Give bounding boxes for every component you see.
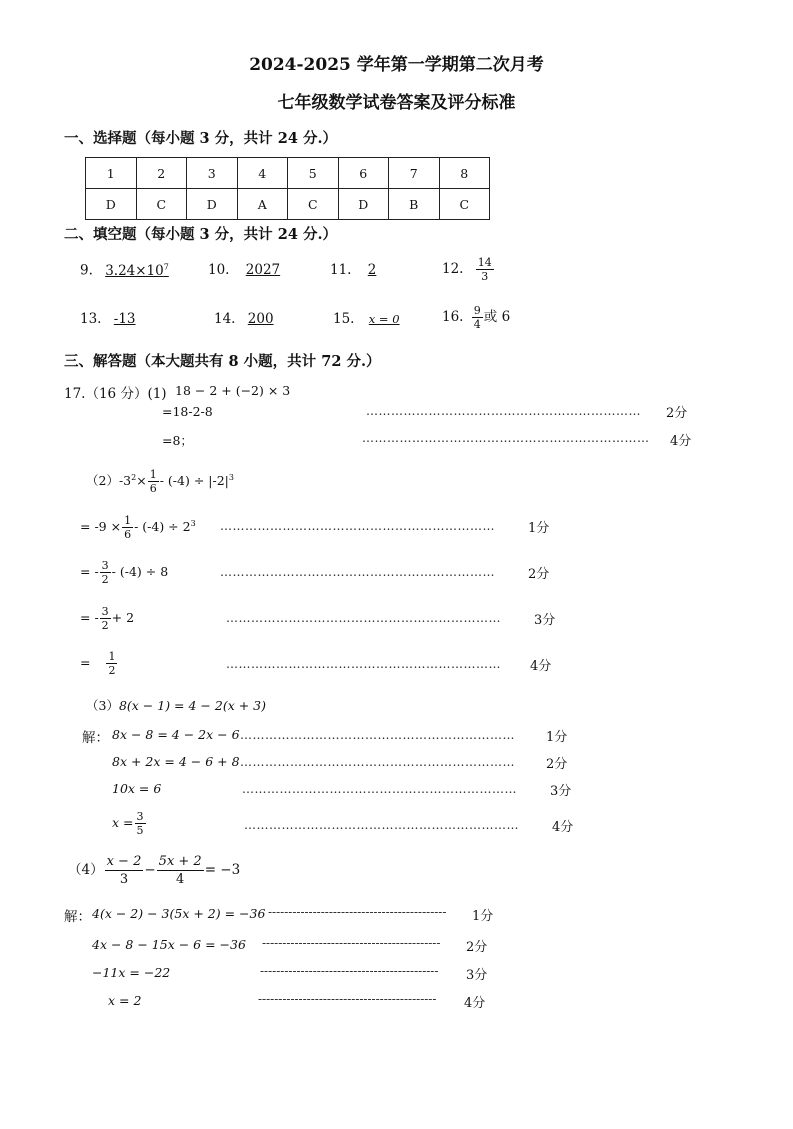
fraction-denominator: 6 xyxy=(149,482,157,495)
fraction-denominator: 4 xyxy=(176,872,185,887)
q15-answer: x = 0 xyxy=(368,312,400,326)
expr-fraction xyxy=(148,468,159,495)
fraction-denominator: 2 xyxy=(101,573,109,586)
q14-number: 14. xyxy=(214,311,236,327)
expr-part: = -9 × xyxy=(80,519,122,534)
q9-answer xyxy=(105,263,169,279)
p4-step4: x = 2 xyxy=(108,993,142,1008)
expr-exponent: 3 xyxy=(190,518,196,528)
p1-step2: =8； xyxy=(162,433,193,448)
score-1: 1分 xyxy=(546,730,568,745)
expr-part: = −3 xyxy=(204,862,241,878)
q11-number: 11. xyxy=(330,262,352,278)
expr-part: = - xyxy=(80,610,99,625)
p2-label: （2） xyxy=(86,473,119,488)
expr-fraction xyxy=(135,810,146,837)
q9-number: 9. xyxy=(80,262,93,279)
p2-step3 xyxy=(80,605,134,632)
dash-leader: -------------------------------------------- xyxy=(258,992,437,1006)
p4-expression xyxy=(68,853,240,888)
dot-leader: ………………………………………………………… xyxy=(366,404,641,418)
table-cell: B xyxy=(389,189,440,220)
score-4: 4分 xyxy=(530,659,552,674)
p2-step2 xyxy=(80,559,168,586)
table-row-answers xyxy=(86,189,490,220)
dot-leader: ………………………………………………………… xyxy=(220,565,495,579)
expr-part: - (-4) ÷ |-2| xyxy=(159,473,229,488)
table-cell: C xyxy=(439,189,490,220)
q12-answer-fraction xyxy=(476,256,494,283)
score-3: 3分 xyxy=(534,613,556,628)
dash-leader: -------------------------------------------- xyxy=(260,964,439,978)
score-4: 4分 xyxy=(464,996,486,1011)
q15-number: 15. xyxy=(333,311,355,327)
dot-leader: ………………………………………………………… xyxy=(244,818,519,832)
expr-fraction xyxy=(106,650,117,677)
p3-step1: 8x − 8 = 4 − 2x − 6 xyxy=(112,727,240,742)
score-4: 4分 xyxy=(552,820,574,835)
q10-answer: 2027 xyxy=(245,262,281,278)
q16-answer-fraction xyxy=(472,304,483,331)
q16 xyxy=(442,304,510,331)
q11-answer: 2 xyxy=(367,262,377,278)
dot-leader: ………………………………………………………… xyxy=(240,728,515,742)
fraction-numerator: 1 xyxy=(124,514,132,527)
q11 xyxy=(330,262,386,278)
section1-heading: 一、选择题（每小题 3 分，共计 24 分.） xyxy=(64,130,338,147)
dot-leader: ………………………………………………………… xyxy=(226,657,501,671)
exam-title: 2024-2025 学年第一学期第二次月考 xyxy=(249,55,544,75)
expr-fraction xyxy=(105,853,144,888)
q14 xyxy=(214,311,274,327)
fraction-numerator: x − 2 xyxy=(106,854,142,869)
expr-fraction xyxy=(100,605,111,632)
q12-number: 12. xyxy=(442,261,464,277)
score-2: 2分 xyxy=(466,940,488,955)
table-cell: 3 xyxy=(187,158,238,189)
p3-step3: 10x = 6 xyxy=(112,781,162,796)
q12 xyxy=(442,256,495,283)
fraction-denominator: 3 xyxy=(481,270,489,283)
p1-expression: 18 − 2 + (−2) × 3 xyxy=(175,383,291,398)
q13 xyxy=(80,311,136,327)
p2-step1 xyxy=(80,514,196,541)
table-cell: 1 xyxy=(86,158,137,189)
expr-fraction xyxy=(157,853,204,888)
score-4: 4分 xyxy=(670,434,692,449)
table-cell: A xyxy=(237,189,288,220)
expr-part: = - xyxy=(80,564,99,579)
fraction-numerator: 1 xyxy=(108,650,116,663)
q10-number: 10. xyxy=(208,262,230,278)
expr-part: 8(x − 1) = 4 − 2(x + 3) xyxy=(118,698,267,713)
expr-fraction xyxy=(122,514,133,541)
table-cell: 5 xyxy=(288,158,339,189)
answer-table xyxy=(85,157,490,220)
q15 xyxy=(333,311,400,327)
q13-number: 13. xyxy=(80,311,102,327)
fraction-denominator: 3 xyxy=(119,872,129,887)
expr-part: + 2 xyxy=(111,610,135,625)
p1-step1: =18-2-8 xyxy=(162,404,213,419)
table-cell: 2 xyxy=(136,158,187,189)
dot-leader: …………………………………………………………… xyxy=(362,431,650,445)
fraction-numerator: 14 xyxy=(477,256,492,269)
expr-part: × xyxy=(136,473,147,488)
table-cell: C xyxy=(136,189,187,220)
expr-part: - (-4) ÷ 2 xyxy=(134,519,191,534)
fraction-numerator: 3 xyxy=(101,559,109,572)
q9 xyxy=(80,262,169,279)
fraction-numerator: 9 xyxy=(473,304,481,317)
score-2: 2分 xyxy=(528,567,550,582)
p3-step2: 8x + 2x = 4 − 6 + 8 xyxy=(112,754,240,769)
p4-step3: −11x = −22 xyxy=(92,965,171,980)
table-cell: C xyxy=(288,189,339,220)
p4-solution-label: 解： xyxy=(64,909,91,925)
expr-exponent: 2 xyxy=(131,472,137,482)
fraction-denominator: 6 xyxy=(124,528,132,541)
dot-leader: ………………………………………………………… xyxy=(226,611,501,625)
fraction-numerator: 1 xyxy=(149,468,157,481)
p4-step1: 4(x − 2) − 3(5x + 2) = −36 xyxy=(92,906,266,921)
score-1: 1分 xyxy=(472,909,494,924)
section3-heading: 三、解答题（本大题共有 8 小题，共计 72 分.） xyxy=(64,353,381,370)
fraction-denominator: 2 xyxy=(108,664,116,677)
fraction-numerator: 3 xyxy=(136,810,144,823)
fraction-numerator: 3 xyxy=(101,605,109,618)
p3-step4 xyxy=(112,810,147,837)
dot-leader: ………………………………………………………… xyxy=(240,755,515,769)
score-3: 3分 xyxy=(466,968,488,983)
expr-exponent: 3 xyxy=(228,472,234,482)
table-cell: D xyxy=(338,189,389,220)
p4-step2: 4x − 8 − 15x − 6 = −36 xyxy=(92,937,246,952)
fraction-denominator: 4 xyxy=(473,318,481,331)
score-1: 1分 xyxy=(528,521,550,536)
fraction-denominator: 2 xyxy=(101,619,109,632)
expr-part: − xyxy=(144,862,156,878)
q16-answer-tail: 或 6 xyxy=(483,309,511,325)
table-cell: 8 xyxy=(439,158,490,189)
table-cell: 7 xyxy=(389,158,440,189)
dot-leader: ………………………………………………………… xyxy=(242,782,517,796)
section2-heading: 二、填空题（每小题 3 分，共计 24 分.） xyxy=(64,226,338,243)
q13-answer: -13 xyxy=(113,311,136,327)
expr-part: = xyxy=(80,655,91,670)
expr-fraction xyxy=(100,559,111,586)
expr-part: x = xyxy=(112,815,134,830)
q14-answer: 200 xyxy=(247,311,274,327)
p3-solution-label: 解： xyxy=(82,730,109,746)
exam-subtitle: 七年级数学试卷答案及评分标准 xyxy=(277,93,516,113)
dash-leader: -------------------------------------------- xyxy=(268,905,447,919)
dot-leader: ………………………………………………………… xyxy=(220,519,495,533)
p2-step4 xyxy=(80,650,118,677)
expr-part: -3 xyxy=(118,473,132,488)
dash-leader: -------------------------------------------- xyxy=(262,936,441,950)
p4-label: （4） xyxy=(68,862,104,878)
expr-part: - (-4) ÷ 8 xyxy=(111,564,169,579)
q9-answer-exponent: 7 xyxy=(163,262,169,271)
q17-label: 17.（16 分）(1) xyxy=(64,386,167,402)
p3-label: （3） xyxy=(86,698,119,713)
table-cell: 4 xyxy=(237,158,288,189)
p2-expression xyxy=(86,468,234,495)
table-cell: 6 xyxy=(338,158,389,189)
score-3: 3分 xyxy=(550,784,572,799)
table-row-numbers xyxy=(86,158,490,189)
score-2: 2分 xyxy=(666,406,688,421)
fraction-numerator: 5x + 2 xyxy=(158,854,202,869)
q9-answer-base: 3.24×10 xyxy=(105,262,164,279)
p3-expression xyxy=(86,696,266,714)
q16-number: 16. xyxy=(442,309,464,325)
fraction-denominator: 5 xyxy=(136,824,144,837)
table-cell: D xyxy=(86,189,137,220)
q10 xyxy=(208,262,280,278)
table-cell: D xyxy=(187,189,238,220)
score-2: 2分 xyxy=(546,757,568,772)
